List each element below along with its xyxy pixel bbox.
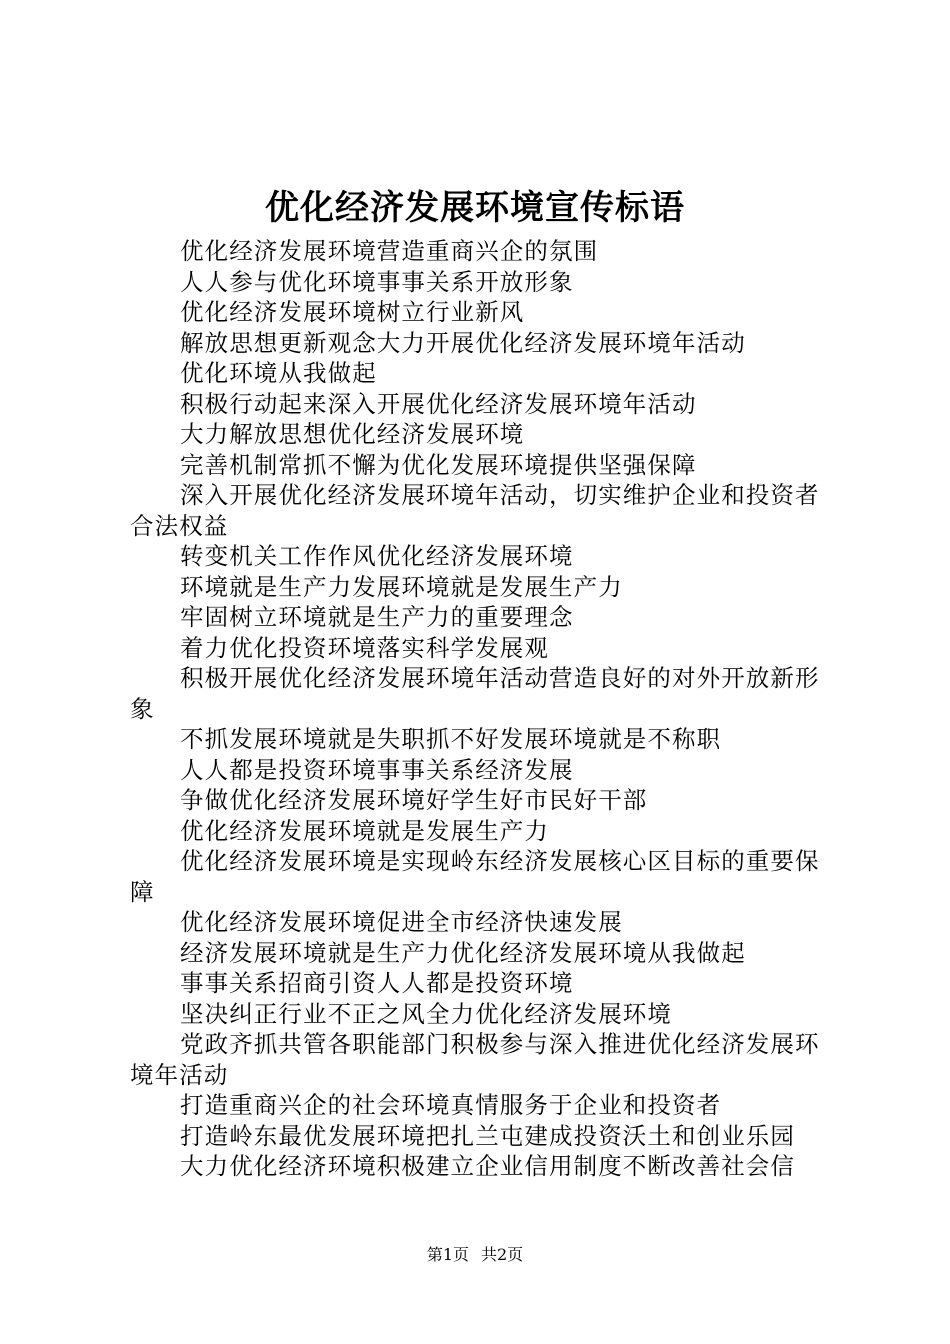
slogan-line: 解放思想更新观念大力开展优化经济发展环境年活动 [180,328,746,357]
page-footer [0,1243,950,1267]
slogan-line: 事事关系招商引资人人都是投资环境 [180,969,574,997]
slogan-line: 优化环境从我做起 [180,359,377,387]
slogan-line: 不抓发展环境就是失职抓不好发展环境就是不称职 [180,725,722,753]
slogan-line: 完善机制常抓不懈为优化发展环境提供坚强保障 [180,450,697,479]
slogan-line: 人人都是投资环境事事关系经济发展 [180,755,574,784]
slogan-line: 经济发展环境就是生产力优化经济发展环境从我做起 [180,938,746,967]
slogan-list [130,236,832,1182]
slogan-line: 打造重商兴企的社会环境真情服务于企业和投资者 [180,1091,722,1119]
slogan-line: 深入开展优化经济发展环境年活动，切实维护企业和投资者合法权益 [130,481,820,540]
page-total: 共2页 [481,1245,524,1264]
slogan-line: 环境就是生产力发展环境就是发展生产力 [180,572,623,601]
slogan-line: 争做优化经济发展环境好学生好市民好干部 [180,786,648,814]
slogan-line: 优化经济发展环境树立行业新风 [180,298,525,326]
document-title: 优化经济发展环境宣传标语 [265,188,685,228]
slogan-line: 优化经济发展环境是实现岭东经济发展核心区目标的重要保障 [130,847,820,906]
slogan-line: 优化经济发展环境就是发展生产力 [180,816,549,845]
slogan-line: 积极行动起来深入开展优化经济发展环境年活动 [180,389,697,418]
slogan-line: 转变机关工作作风优化经济发展环境 [180,542,574,570]
slogan-line: 着力优化投资环境落实科学发展观 [180,633,549,662]
slogan-line: 牢固树立环境就是生产力的重要理念 [180,603,574,631]
slogan-line: 优化经济发展环境营造重商兴企的氛围 [180,237,599,265]
slogan-line: 坚决纠正行业不正之风全力优化经济发展环境 [180,999,672,1028]
slogan-line: 优化经济发展环境促进全市经济快速发展 [180,908,623,936]
slogan-line: 大力解放思想优化经济发展环境 [180,420,525,448]
page-number: 第1页 [426,1245,469,1264]
slogan-line: 人人参与优化环境事事关系开放形象 [180,267,574,296]
slogan-line: 积极开展优化经济发展环境年活动营造良好的对外开放新形象 [130,664,820,723]
slogan-line: 大力优化经济环境积极建立企业信用制度不断改善社会信 [180,1152,795,1180]
slogan-line: 打造岭东最优发展环境把扎兰屯建成投资沃土和创业乐园 [180,1121,795,1150]
slogan-line: 党政齐抓共管各职能部门积极参与深入推进优化经济发展环境年活动 [130,1030,820,1089]
